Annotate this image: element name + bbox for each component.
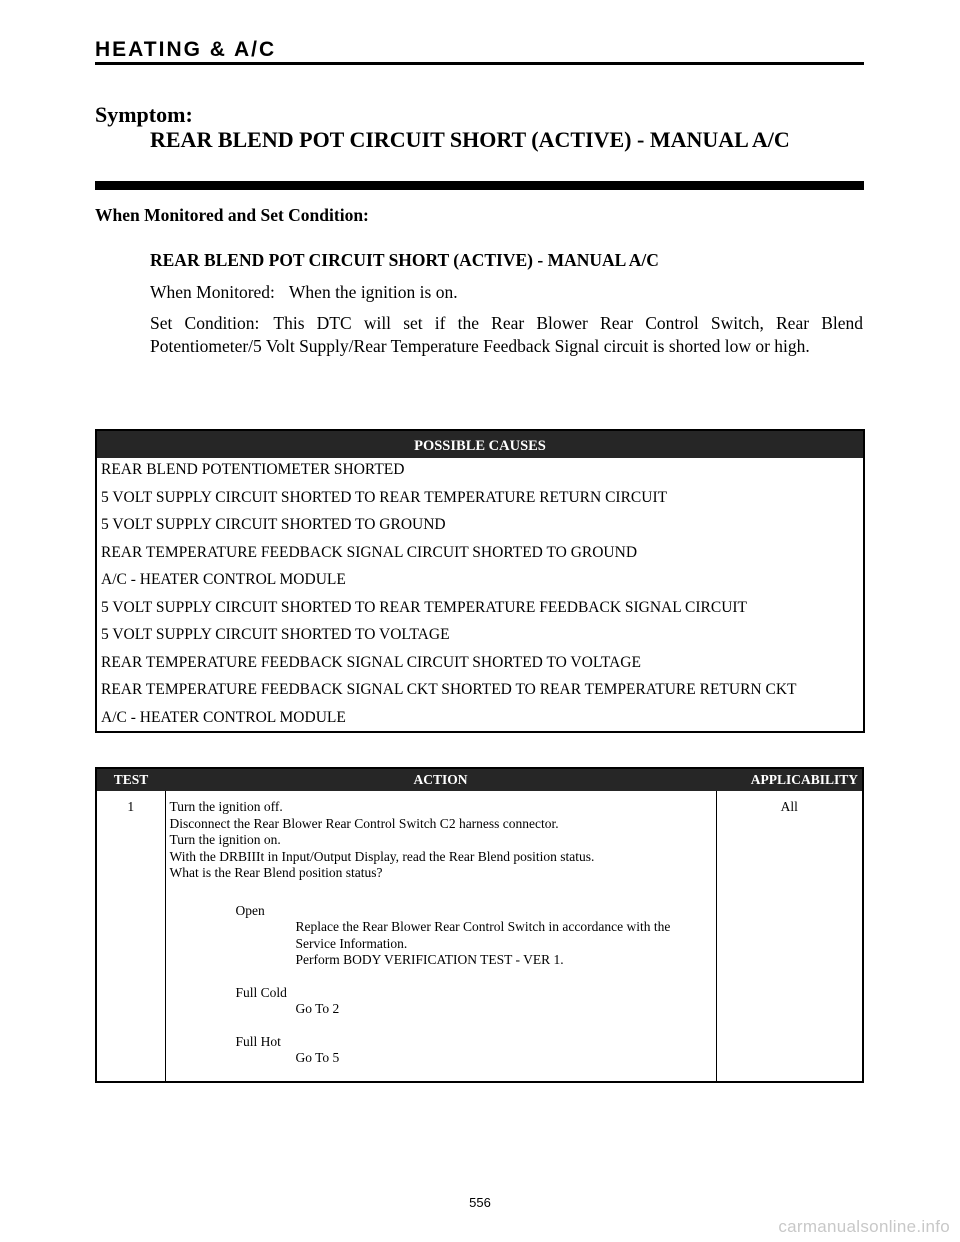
cause-item: REAR TEMPERATURE FEEDBACK SIGNAL CIRCUIT SHORTED TO GROUND bbox=[101, 543, 638, 561]
cause-item: REAR BLEND POTENTIOMETER SHORTED bbox=[101, 461, 405, 478]
when-monitored bbox=[150, 282, 458, 303]
result-step: Perform BODY VERIFICATION TEST - VER 1. bbox=[295, 952, 564, 967]
symptom-divider bbox=[95, 181, 864, 190]
set-condition-text: This DTC will set if the Rear Blower Rear Control Switch, Rear Blend Potentiometer/5 Volt Supply/Rear Temperature Feedback Signal circuit is shorted low or high. bbox=[150, 313, 863, 356]
when-monitored-text: When the ignition is on. bbox=[288, 282, 458, 302]
symptom-label: Symptom: bbox=[95, 102, 193, 127]
result-option bbox=[236, 1034, 712, 1067]
monitored-heading: When Monitored and Set Condition: bbox=[95, 205, 369, 225]
test-number: 1 bbox=[127, 799, 135, 814]
watermark: carmanualsonline.info bbox=[778, 1217, 950, 1236]
result-steps bbox=[236, 919, 712, 969]
cause-item: 5 VOLT SUPPLY CIRCUIT SHORTED TO REAR TEMPERATURE FEEDBACK SIGNAL CIRCUIT bbox=[101, 598, 748, 616]
table-row bbox=[96, 791, 863, 1082]
cause-item: 5 VOLT SUPPLY CIRCUIT SHORTED TO VOLTAGE bbox=[101, 626, 450, 643]
result-step: Replace the Rear Blower Rear Control Switch in accordance with the Service Information. bbox=[295, 919, 671, 951]
when-monitored-label: When Monitored: bbox=[150, 282, 275, 302]
result-label: Open bbox=[235, 902, 265, 918]
action-step: What is the Rear Blend position status? bbox=[169, 865, 383, 880]
cause-item: REAR TEMPERATURE FEEDBACK SIGNAL CIRCUIT SHORTED TO VOLTAGE bbox=[101, 653, 641, 671]
cause-item: A/C - HEATER CONTROL MODULE bbox=[101, 708, 346, 726]
result-option bbox=[236, 985, 712, 1018]
action-step: Turn the ignition off. bbox=[169, 799, 283, 814]
action-step: Disconnect the Rear Blower Rear Control Switch C2 harness connector. bbox=[169, 815, 559, 831]
result-step: Go To 5 bbox=[295, 1050, 340, 1065]
action-step: Turn the ignition on. bbox=[169, 832, 281, 847]
test-action bbox=[165, 791, 716, 1082]
section-header: HEATING & A/C bbox=[95, 38, 277, 61]
header-rule bbox=[95, 62, 864, 65]
action-column-header: ACTION bbox=[165, 768, 716, 791]
result-option bbox=[236, 903, 712, 969]
cause-item: 5 VOLT SUPPLY CIRCUIT SHORTED TO GROUND bbox=[101, 516, 446, 533]
result-steps bbox=[236, 1050, 712, 1067]
set-condition bbox=[150, 312, 863, 357]
cause-item: A/C - HEATER CONTROL MODULE bbox=[101, 571, 346, 588]
page-number: 556 bbox=[469, 1195, 491, 1210]
test-applicability: All bbox=[780, 799, 798, 814]
cause-item: REAR TEMPERATURE FEEDBACK SIGNAL CKT SHORTED TO REAR TEMPERATURE RETURN CKT bbox=[101, 681, 797, 698]
possible-causes-box bbox=[95, 429, 865, 733]
test-action-table bbox=[95, 767, 864, 1083]
symptom-title: REAR BLEND POT CIRCUIT SHORT (ACTIVE) - MANUAL A/C bbox=[150, 127, 790, 152]
result-step: Go To 2 bbox=[295, 1001, 340, 1016]
applicability-column-header: APPLICABILITY bbox=[716, 768, 863, 791]
action-step: With the DRBIIIt in Input/Output Display, read the Rear Blend position status. bbox=[169, 848, 595, 864]
result-label: Full Cold bbox=[235, 984, 287, 1000]
possible-causes-list bbox=[97, 458, 863, 731]
cause-item: 5 VOLT SUPPLY CIRCUIT SHORTED TO REAR TEMPERATURE RETURN CIRCUIT bbox=[101, 488, 668, 506]
possible-causes-heading: POSSIBLE CAUSES bbox=[97, 431, 863, 458]
result-label: Full Hot bbox=[235, 1033, 281, 1049]
test-table-header-row bbox=[96, 768, 863, 791]
test-column-header: TEST bbox=[96, 768, 165, 791]
condition-title: REAR BLEND POT CIRCUIT SHORT (ACTIVE) - MANUAL A/C bbox=[150, 250, 659, 270]
set-condition-label: Set Condition: bbox=[150, 313, 260, 333]
result-steps bbox=[236, 1001, 712, 1018]
